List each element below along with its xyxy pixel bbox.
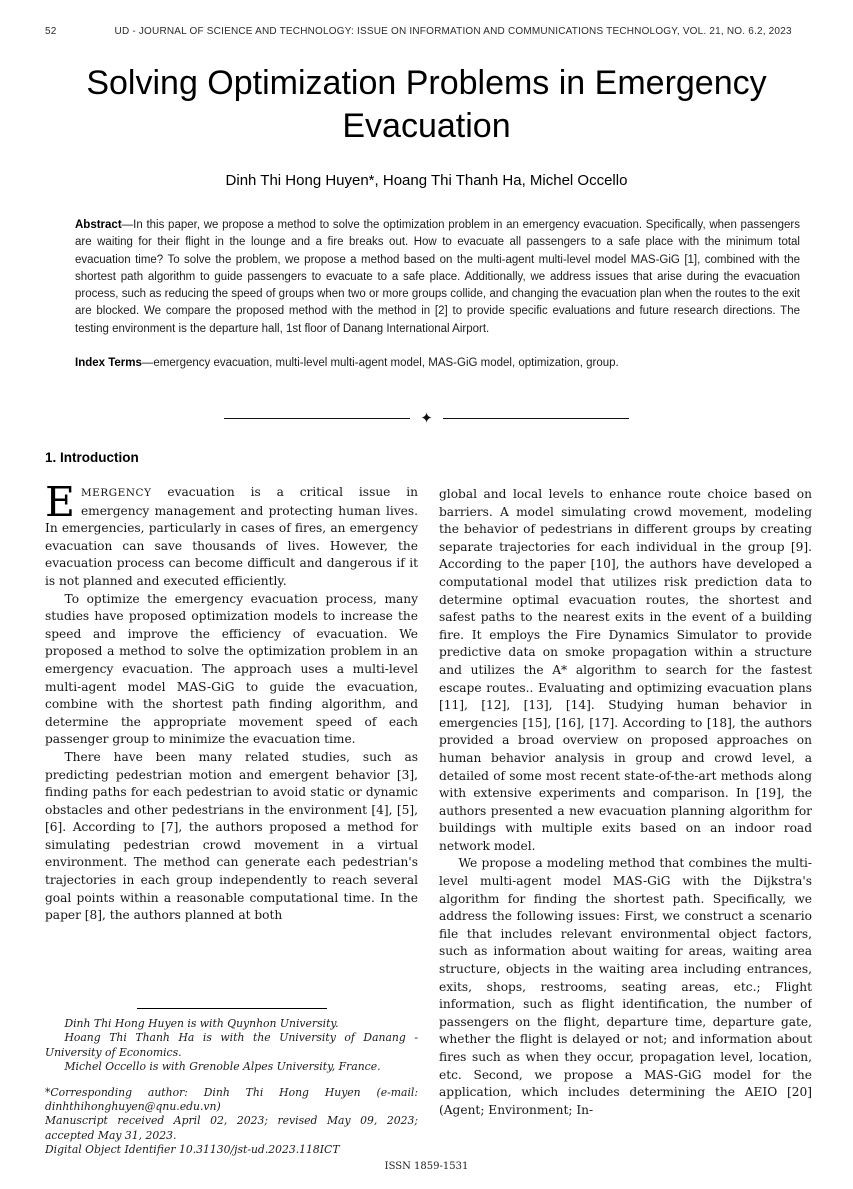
- two-column-body: [45, 450, 812, 1157]
- corresponding-author-note: *Corresponding author: Dinh Thi Hong Huyen (e-mail: dinhthihonghuyen@qnu.edu.vn): [45, 1085, 418, 1114]
- paper-title: Solving Optimization Problems in Emergency Evacuation: [86, 64, 767, 145]
- affiliation-note-1: Dinh Thi Hong Huyen is with Quynhon University.: [64, 1017, 339, 1031]
- running-header: [45, 26, 823, 37]
- issn-footer: ISSN 1859-1531: [384, 1161, 469, 1172]
- page-number: 52: [45, 26, 57, 37]
- abstract-text: —In this paper, we propose a method to solve the optimization problem in an emergency evacuation. Specifically, when passengers are waiting for their flight in the lounge and a fire breaks out. How to evacuate all passengers to a safe place with the minimum total evacuation time? To solve the problem, we propose a method based on the multi-agent multi-level model MAS-GiG [1], combined with the shortest path algorithm to guide passengers to evacuate to a safe place. Additionally, we address issues that arise during the evacuation process, such as reducing the speed of groups when two or more groups collide, and changing the evacuation plan when the routes to the exit are blocked. We compare the proposed method with the method in [2] to provide specific evaluations and future research directions. The testing environment is the departure hall, 1st floor of Danang International Airport.: [75, 219, 800, 335]
- index-terms: [75, 355, 800, 372]
- intro-paragraph-3-continued: global and local levels to enhance route choice based on barriers. A model simulating crowd movement, modeling the behavior of pedestrians in different groups by creating separate trajectories for each individual in the group [9]. According to the paper [10], the authors have developed a computational model that utilizes risk prediction data to determine optimal evacuation routes, the shortest and safest paths to the nearest exits in the event of a building fire. It employs the Fire Dynamics Simulator to provide predictive data on smoke propagation within a structure and utilizes the A* algorithm to search for the fastest escape routes.. Evaluating and optimizing evacuation plans [11], [12], [13], [14]. Studying human behavior in emergencies [15], [16], [17]. According to [18], the authors provided a broad overview on proposed approaches on human behavior analysis in group and crowd level, a detailed of some most recent state-of-the-art methods along with extensive experiments and comparison. In [19], the authors presented a new evacuation planning algorithm for buildings with multiple exits based on an indoor road network model.: [439, 487, 812, 853]
- intro-paragraph-2: To optimize the emergency evacuation process, many studies have proposed optimization models to increase the speed and improve the efficiency of evacuation. We proposed a method to solve the optimization problem in an emergency evacuation. The approach uses a multi-level multi-agent model MAS-GiG to guide the evacuation, combine with the shortest path finding algorithm, and determine the appropriate movement speed of each passenger group to minimize the evacuation time.: [45, 591, 418, 747]
- abstract-label: Abstract: [75, 219, 122, 231]
- footnote-rule: [137, 1008, 327, 1009]
- star-divider-icon: ✦: [420, 409, 433, 427]
- footnote-block: [45, 1008, 418, 1157]
- dropcap-word: MERGENCY: [80, 487, 152, 499]
- doi-note: Digital Object Identifier 10.31130/jst-ud.2023.118ICT: [45, 1142, 340, 1156]
- divider-line-right: [443, 418, 629, 419]
- right-column: [439, 450, 812, 1157]
- affiliation-note-3: Michel Occello is with Grenoble Alpes University, France.: [64, 1059, 381, 1073]
- journal-header-line: UD - JOURNAL OF SCIENCE AND TECHNOLOGY: ISSUE ON INFORMATION AND COMMUNICATIONS TECHNOLOGY, VOL. 21, NO. 6.2, 2023: [114, 26, 792, 37]
- abstract-paragraph: [75, 217, 800, 338]
- manuscript-dates-note: Manuscript received April 02, 2023; revised May 09, 2023; accepted May 31, 2023.: [45, 1114, 418, 1142]
- footnote-gap: [45, 1074, 418, 1086]
- intro-paragraph-1-text: evacuation is a critical issue in emergency management and protecting human lives. In emergencies, particularly in cases of fires, an emergency evacuation can save thousands of lives. However, the evacuation process can become difficult and dangerous if it is not planned and executed efficiently.: [45, 485, 418, 588]
- intro-paragraph-3: There have been many related studies, such as predicting pedestrian motion and emergent behavior [3], finding paths for each pedestrian to avoid static or dynamic obstacles and other pedestrians in the environment [4], [5], [6]. According to [7], the authors proposed a method for simulating pedestrian crowd movement in a virtual environment. The method can generate each pedestrian's trajectories in each group independently to reach several goal points within a reasonable computational time. In the paper [8], the authors planned at both: [45, 749, 418, 923]
- divider-line-left: [224, 418, 410, 419]
- intro-paragraph-1: [45, 478, 418, 591]
- section-heading-introduction: 1. Introduction: [45, 450, 139, 465]
- index-terms-text: —emergency evacuation, multi-level multi-agent model, MAS-GiG model, optimization, group.: [141, 357, 619, 370]
- left-column: [45, 450, 418, 1157]
- index-terms-label: Index Terms: [75, 357, 142, 370]
- affiliation-note-2: Hoang Thi Thanh Ha is with the University of Danang - University of Economics.: [45, 1031, 418, 1059]
- section-divider: [0, 411, 853, 426]
- abstract-block: [75, 217, 800, 372]
- intro-paragraph-4: We propose a modeling method that combines the multi-level multi-agent model MAS-GiG with the Dijkstra's algorithm for finding the shortest path. Specifically, we address the following issues: First, we construct a scenario file that includes relevant environmental object factors, such as information about waiting for areas, waiting area structure, objects in the waiting area including entrances, exits, shops, restrooms, seating areas, etc.; Flight information, such as flight identification, the number of passengers on the flight, departure time, departure gate, whether the flight is delayed or not; and information about fires such as when they occur, propagation level, location, etc. Second, we propose a MAS-GiG model for the application, which includes determining the AEIO [20] (Agent; Environment; In-: [439, 856, 812, 1117]
- dropcap-letter: E: [45, 478, 75, 526]
- authors-line: Dinh Thi Hong Huyen*, Hoang Thi Thanh Ha, Michel Occello: [225, 172, 628, 189]
